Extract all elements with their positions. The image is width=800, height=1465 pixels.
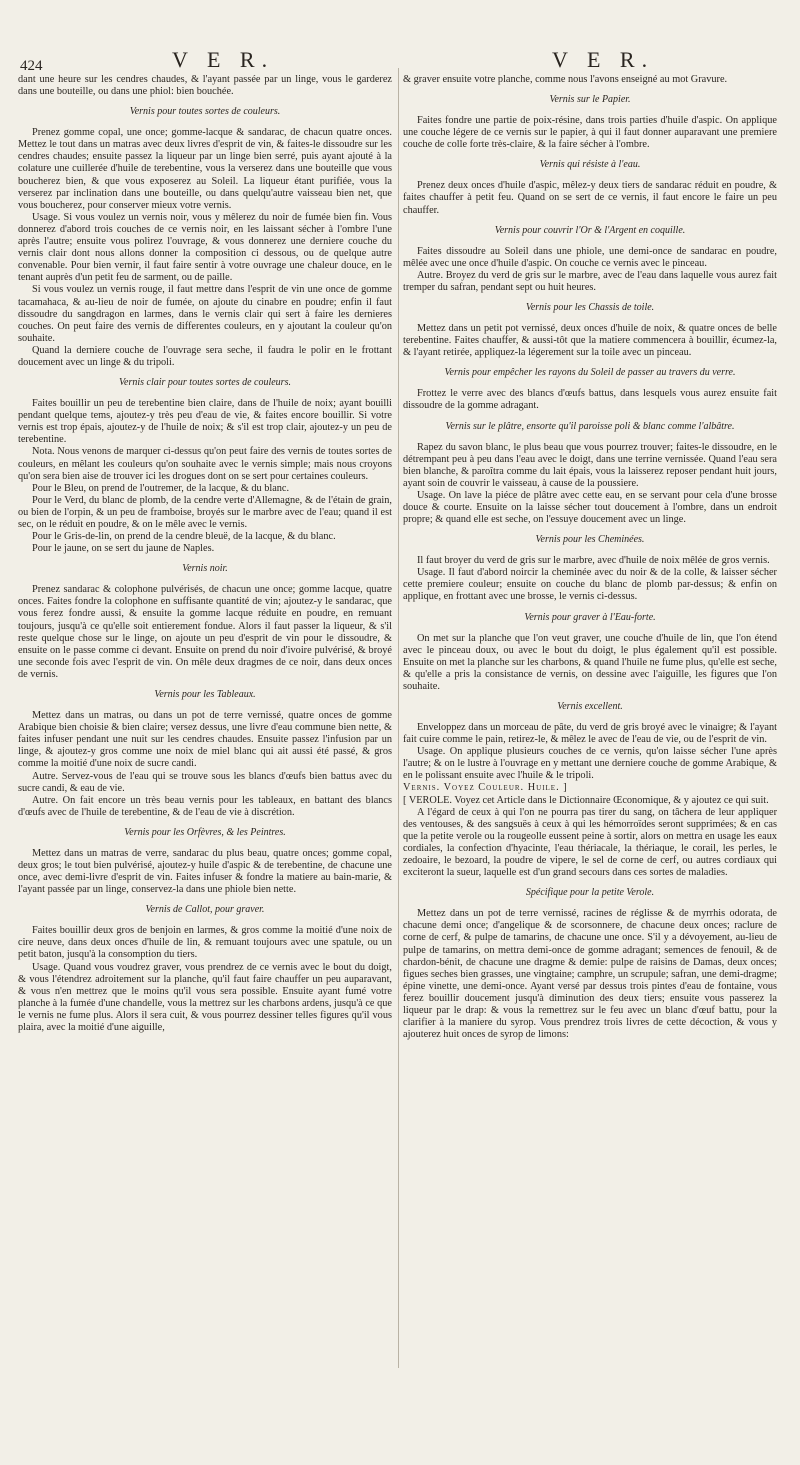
section-heading: Vernis pour les Chassis de toile. [525, 302, 655, 314]
section-heading: Vernis de Callot, pour graver. [145, 904, 265, 916]
paragraph: A l'égard de ceux à qui l'on ne pourra pas tirer du sang, on tâchera de leur appliquer des ventouses, & des sangsuës à ceux à qui les hémorroïdes seront supprimées; & en cas que la petite verole ou la rougeolle eussent peine à sortir, alors on mettra en usage les eaux cordiales, la confection d'hyacinte, l'eau thériacale, la thériaque, le corail, les perles, le zedoaire, le bezoard, la poudre de vipere, le sel de corne de cerf, ou autres cordiaux qui exciteront la sueur, laquelle est d'un grand secours dans ces sortes de maladies. [403, 806, 777, 879]
paragraph: Nota. Nous venons de marquer ci-dessus qu'on peut faire des vernis de toutes sortes de couleurs, en mêlant les couleurs qu'on souhaite avec le vernis simple; mais nous croyons qu'on sera bien aise de trouver ici les drogues dont on se sert pour certaines couleurs. [18, 446, 392, 482]
section-heading: Vernis pour couvrir l'Or & l'Argent en coquille. [494, 224, 686, 236]
left-column [18, 74, 392, 1034]
paragraph: Faites dissoudre au Soleil dans une phiole, une demi-once de sandarac en poudre, mêlée avec une once d'huile d'aspic. On couche ce vernis avec le pinceau. [403, 245, 777, 269]
paragraph: Il faut broyer du verd de gris sur le marbre, avec d'huile de noix mêlée de gros vernis. [417, 555, 770, 567]
paragraph: Faites bouillir un peu de terebentine bien claire, dans de l'huile de noix; ayant bouilli pendant quelque tems, ajoutez-y très peu d'eau de vie, & faites encore bouillir. Si votre vernis est trop épais, ajoutez-y de l'huile de noix; & s'il est trop clair, ajoutez-y un peu de terebentine. [18, 398, 392, 446]
paragraph: Mettez dans un matras, ou dans un pot de terre vernissé, quatre onces de gomme Arabique bien choisie & bien claire; versez dessus, une livre d'eau commune bien nette, & faites infuser pendant une nuit sur les cendres chaudes. Ensuite passez l'infusion par un linge, & ajoutez-y gros comme une noix de miel blanc qui ait aussi été passé, & gros comme la moitié d'une noix de sucre candi. [18, 710, 392, 770]
paragraph: dant une heure sur les cendres chaudes, & l'ayant passée par un linge, vous le garderez dans une bouteille, ou dans une phiol: bien bouchée. [18, 74, 392, 98]
paragraph: Usage. On applique plusieurs couches de ce vernis, qu'on laisse sécher l'une après l'autre; & on le lustre à l'ouvrage en y mettant une derniere couche de gomme Arabique, & en le polissant ensuite avec l'huile & le tripoli. [403, 746, 777, 782]
section-heading: Vernis pour toutes sortes de couleurs. [129, 106, 281, 118]
paragraph: Usage. On lave la piéce de plâtre avec cette eau, en se servant pour cela d'une brosse douce & courte. Ensuite on la laisse sécher tout doucement à l'ombre, dans un endroit propre; & quand elle est seche, on l'essuye doucement avec un linge. [403, 489, 777, 526]
paragraph: Frottez le verre avec des blancs d'œufs battus, dans lesquels vous aurez ensuite fait dissoudre de la gomme adragant. [403, 388, 777, 412]
section-heading: Vernis noir. [182, 563, 228, 575]
section-heading: Vernis qui résiste à l'eau. [539, 159, 641, 171]
right-column [403, 74, 777, 1041]
paragraph: Mettez dans un matras de verre, sandarac du plus beau, quatre onces; gomme copal, deux gros; le tout bien pulvérisé, ajoutez-y huile d'aspic & de terebentine, de chacune une once, avec demi-livre d'esprit de vin. Faites infuser & fondre la matiere au bain-marie, & l'ayant passée par un linge, conservez-la dans une phiole bien nette. [18, 847, 392, 896]
paragraph: Usage. Quand vous voudrez graver, vous prendrez de ce vernis avec le bout du doigt, & vous l'étendrez adroitement sur la planche, qu'il faut faire chauffer un peu auparavant, & vous n'en mettrez que le moins qu'il vous sera possible. Ensuite ayant fumé votre planche à la fumée d'une chandelle, vous la mettrez sur les charbons ardens, jusqu'à ce que le vernis ne fume plus. Alors il sera cuit, & vous pourrez dessiner telles figures qu'il vous plaira, avec la moitié d'une aiguille, [18, 961, 392, 1033]
paragraph: Pour le Gris-de-lin, on prend de la cendre bleuë, de la lacque, & du blanc. [32, 531, 336, 543]
paragraph: Faites fondre une partie de poix-résine, dans trois parties d'huile d'aspic. On applique une couche légere de ce vernis sur le papier, à qui il faut donner auparavant une premiere couche de colle forte très-claire, & la faire sécher à l'ombre. [403, 115, 777, 151]
section-heading: Spécifique pour la petite Verole. [525, 887, 655, 899]
paragraph: Si vous voulez un vernis rouge, il faut mettre dans l'esprit de vin une once de gomme tacamahaca, & au-lieu de noir de fumée, on ajoute du cinabre en poudre; enfin il faut dissoudre du sangdragon en larmes, dans le vernis clair qui sert à faire les dernieres couches. On peut faire des vernis de differentes couleurs, en y ajoutant la couleur qu'on souhaite. [18, 284, 392, 344]
section-heading: Vernis sur le plâtre, ensorte qu'il paroisse poli & blanc comme l'albâtre. [445, 420, 735, 432]
page-number: 424 [20, 58, 43, 74]
paragraph: Prenez deux onces d'huile d'aspic, mêlez-y deux tiers de sandarac réduit en poudre, & faites chauffer à petit feu. Quand on se sert de ce vernis, il faut encore le faire un peu chauffer. [403, 180, 777, 216]
section-heading: Vernis excellent. [557, 701, 623, 712]
paragraph: Mettez dans un pot de terre vernissé, racines de réglisse & de myrrhis odorata, de chacune demi once; d'angelique & de scorsonnere, de chacune deux onces; raclure de corne de cerf, & pulpe de tamarins, de chacune une once. S'il y a dévoyement, au-lieu de pulpe de tamarins, on mettra demi-once de gomme adragant; semences de fenouil, & de chardon-bénit, de chacune une dragme & demie: pulpe de raisins de Damas, deux onces; figues seches bien grasses, une vingtaine; camphre, un scrupule; safran, une demi-dragme; épine vinette, une demi-once. Ayant versé par dessus trois pintes d'eau de fontaine, vous ferez bouillir doucement jusqu'à diminution des deux tiers; ensuite vous passerez la liqueur par le drap: & vous la remettrez sur le feu avec un blanc d'œuf battu, pour la clarifier à la maniere du syrop. Vous prendrez trois livres de cette décoction, & vous y ajouterez huit onces de syrop de limons: [403, 908, 777, 1041]
paragraph: Pour le jaune, on se sert du jaune de Naples. [32, 543, 215, 555]
paragraph: Usage. Il faut d'abord noircir la cheminée avec du noir & de la colle, & laisser sécher cette premiere couleur; ensuite on couche du blanc de plomb par-dessus; & enfin on applique, en frottant avec une brosse, le vernis ci-dessus. [403, 567, 777, 603]
paragraph: Pour le Bleu, on prend de l'outremer, de la lacque, & du blanc. [32, 482, 290, 494]
paragraph: Autre. On fait encore un très beau vernis pour les tableaux, en battant des blancs d'œufs avec de l'huile de terebentine, & de l'eau de vie à discrétion. [18, 794, 392, 818]
paragraph: Prenez sandarac & colophone pulvérisés, de chacun une once; gomme lacque, quatre onces. Faites fondre la colophone en suffisante quantité de vin; ajoutez-y le sandarac, que vous ferez fondre aussi, & ensuite la gomme lacque réduite en poudre, en remuant toujours, jusqu'à ce qu'elle soit entierement fondue. Alors il faut passer la liqueur, & s'il reste quelque chose sur le linge, on ajoute un peu d'esprit de vin pour le dissoudre, & ensuite on le passe comme ci devant. Ensuite on prend du noir d'ivoire pulvérisé, & broyé une seconde fois avec l'esprit de vin. On mêle deux dragmes de ce noir, dans deux onces de vernis. [18, 584, 392, 680]
paragraph: Rapez du savon blanc, le plus beau que vous pourrez trouver; faites-le dissoudre, en le détrempant peu à peu dans l'eau avec le doigt, dans une terrine vernissée. Quand l'eau sera bien blanche, & paroîtra comme du lait épais, vous la laisserez reposer pendant huit jours, ayant soin de couvrir le vaisseau, à cause de la poussiere. [403, 441, 777, 489]
paragraph: & graver ensuite votre planche, comme nous l'avons enseigné au mot Gravure. [403, 74, 728, 85]
paragraph: Prenez gomme copal, une once; gomme-lacque & sandarac, de chacun quatre onces. Mettez le tout dans un matras avec deux livres d'esprit de vin, & faites-le dissoudre sur les cendres chaudes; ensuite passez la liqueur par un linge bien serré, puis ayant ajouté à la colature une cuillerée d'huile de terebentine, vous la verserez dans une bouteille que vous boucherez bien, & que vous exposerez au Soleil. La liqueur étant purifiée, vous la verserez par inclination dans une bouteille, ou dans quelqu'autre vaisseau bien net, que vous boucherez, pour conserver mieux votre vernis. [18, 127, 392, 211]
paragraph: Usage. Si vous voulez un vernis noir, vous y mêlerez du noir de fumée bien fin. Vous donnerez d'abord trois couches de ce vernis noir, en les laissant sécher à l'ombre l'une après l'autre; ensuite vous polirez l'ouvrage, & vous donnerez une derniere couche du vernis clair dont nous allons donner la composition ci dessous, ou de quelque autre convenable. Pour bien vernir, il faut faire sentir à votre ouvrage une chaleur douce, en le tenant auprès d'un petit feu de sarment, ou de paille. [18, 211, 392, 284]
section-heading: Vernis pour les Tableaux. [154, 689, 256, 701]
paragraph: Quand la derniere couche de l'ouvrage sera seche, il faudra le polir en le frottant doucement avec un linge & du tripoli. [18, 344, 392, 368]
cross-reference: Vernis. Voyez Couleur. Huile. ] [403, 782, 568, 794]
column-divider [398, 68, 399, 1368]
section-heading: Vernis pour les Cheminées. [535, 534, 645, 546]
running-head-right: V E R. [552, 47, 655, 72]
section-heading: Vernis clair pour toutes sortes de couleurs. [119, 377, 291, 389]
section-heading: Vernis pour graver à l'Eau-forte. [524, 611, 656, 623]
paragraph: Autre. Broyez du verd de gris sur le marbre, avec de l'eau dans laquelle vous aurez fait tremper du safran, pendant sept ou huit heures. [403, 269, 777, 293]
paragraph: Enveloppez dans un morceau de pâte, du verd de gris broyé avec le vinaigre; & l'ayant fait cuire comme le pain, retirez-le, & mêlez le avec de l'eau de vie, ou de l'esprit de vin. [403, 722, 777, 746]
paragraph: Autre. Servez-vous de l'eau qui se trouve sous les blancs d'œufs bien battus avec du sucre candi, & eau de vie. [18, 770, 392, 794]
paragraph: Mettez dans un petit pot vernissé, deux onces d'huile de noix, & quatre onces de belle terebentine. Faites chauffer, & aussi-tôt que la matiere commencera à bouillir, écumez-la, & l'ayant retirée, appliquez-la légerement sur la toile avec un pinceau. [403, 323, 777, 359]
section-heading: Vernis sur le Papier. [549, 94, 631, 106]
running-head-left: V E R. [172, 47, 275, 72]
paragraph: On met sur la planche que l'on veut graver, une couche d'huile de lin, que l'on étend avec le pinceau doux, ou avec le bout du doigt, le plus également qu'il est possible. Ensuite on met la planche sur les charbons, & quand l'huile ne fume plus, qu'elle est seche, & qu'elle a pris la consistance de vernis, on dessine avec l'aiguille, les figures que l'on souhaite. [403, 632, 778, 692]
section-heading: Vernis pour empêcher les rayons du Soleil de passer au travers du verre. [444, 367, 736, 379]
paragraph: [ VEROLE. Voyez cet Article dans le Dictionnaire Œconomique, & y ajoutez ce qui suit. [403, 794, 769, 806]
section-heading: Vernis pour les Orfèvres, & les Peintres. [124, 826, 286, 838]
paragraph: Faites bouillir deux gros de benjoin en larmes, & gros comme la moitié d'une noix de cire neuve, dans deux onces d'huile de lin, & remuant toujours avec une spatule, ou un petit baton, jusqu'à la consomption du tiers. [18, 925, 392, 961]
paragraph: Pour le Verd, du blanc de plomb, de la cendre verte d'Allemagne, & de l'étain de grain, ou bien de l'orpin, & un peu de framboise, broyés sur le marbre avec de l'eau; quand il est sec, on le réduit en poudre, & on le mêle avec le vernis. [18, 494, 392, 530]
